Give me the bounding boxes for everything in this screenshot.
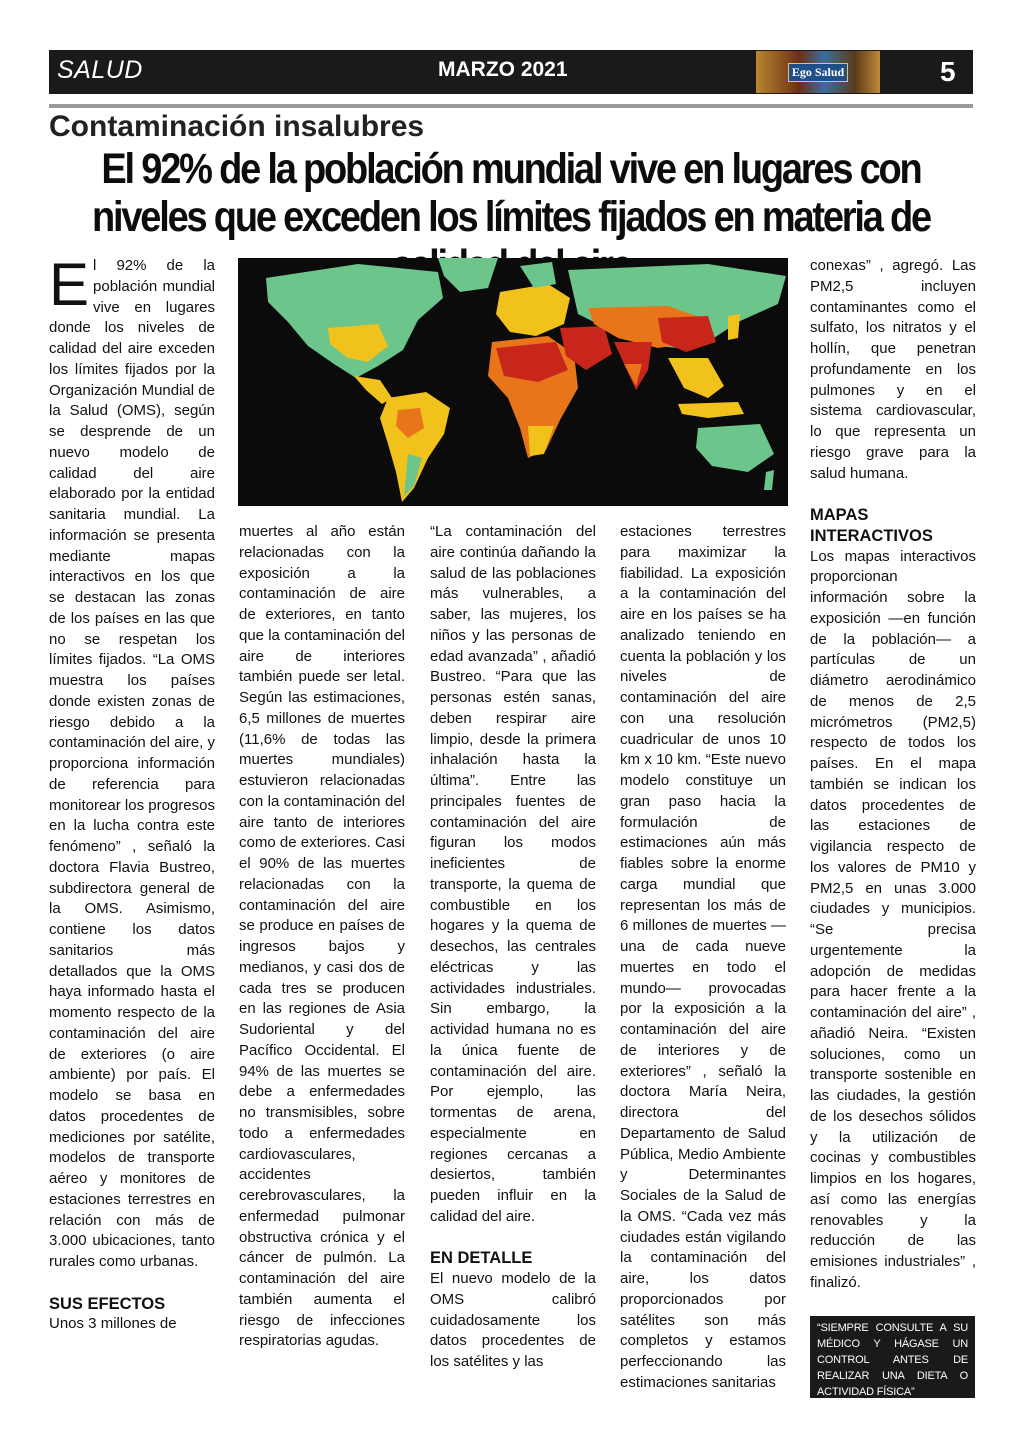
health-advice-box: “SIEMPRE CONSULTE A SU MÉDICO Y HÁGASE UN CONTROL ANTES DE REALIZAR UNA DIETA O ACTIVIDAD FÍSICA” bbox=[810, 1316, 975, 1398]
subhead-mapas-interactivos: MAPAS INTERACTIVOS bbox=[810, 506, 933, 545]
section-name: SALUD bbox=[57, 56, 143, 84]
pollution-world-map bbox=[238, 258, 788, 506]
article-column-1 bbox=[49, 251, 215, 1335]
article-column-3 bbox=[430, 522, 596, 1373]
page-number: 5 bbox=[940, 56, 956, 87]
article-kicker: Contaminación insalubres bbox=[49, 110, 425, 143]
lead-text: l 92% de la población mundial vive en lugares donde los niveles de calidad del aire exceden los límites fijados por la Organización Mundial de la Salud (OMS), según se desprende de un nuevo modelo de calidad del aire elaborado por la entidad sanitaria mundial. La información se presenta mediante mapas interactivos en los que se destacan las zonas de los países en las que no se respetan los límites fijados. “La OMS muestra los países donde existen zonas de riesgo debido a la contaminación del aire, y proporciona información de referencia para monitorear los progresos en la lucha contra este fenómeno” , señaló la doctora Flavia Bustreo, subdirectora general de la OMS. Asimismo, contiene los datos sanitarios más detallados que la OMS haya informado hasta el momento respecto de la contaminación del aire de exteriores (o aire ambiente) por país. El modelo se basa en datos procedentes de mediciones por satélite, modelos de transporte aéreo y monitores de estaciones terrestres en relación con más de 3.000 ubicaciones, tanto rurales como urbanas. bbox=[49, 257, 215, 1270]
paragraph: Los mapas interactivos proporcionan información sobre la exposición —en función de la población— a partículas de un diámetro aerodinámico de menos de 2,5 micrómetros (PM2,5) respecto de todos los países. En el mapa también se indican los datos procedentes de las estaciones de vigilancia respecto de los valores de PM10 y PM2,5 en unas 3.000 ciudades y municipios. “Se precisa urgentemente la adopción de medidas para hacer frente a la contaminación del aire” , añadió Neira. “Existen soluciones, como un transporte sostenible en las ciudades, la gestión de los desechos sólidos y la utilización de cocinas y combustibles limpios en los hogares, así como las energías renovables y la reducción de las emisiones industriales” , finalizó. bbox=[810, 547, 976, 1291]
drop-cap: E bbox=[49, 251, 90, 318]
paragraph: muertes al año están relacionadas con la exposición a la contaminación de aire de exteriores, en tanto que la contaminación del aire de interiores también puede ser letal. Según las estimaciones, 6,5 millones de muertes (11,6% de todas las muertes mundiales) estuvieron relacionadas con la contaminación del aire tanto de interiores como de exteriores. Casi el 90% de las muertes relacionadas con la contaminación del aire se produce en países de ingresos bajos y medianos, y casi dos de cada tres se producen en las regiones de Asia Sudoriental y del Pacífico Occidental. El 94% de las muertes se debe a enfermedades no transmisibles, sobre todo a enfermedades cardiovasculares, accidentes cerebrovasculares, la enfermedad pulmonar obstructiva crónica y el cáncer de pulmón. La contaminación del aire también aumenta el riesgo de infecciones respiratorias agudas. bbox=[239, 523, 405, 1350]
article-column-2 bbox=[239, 522, 405, 1352]
subhead-sus-efectos: SUS EFECTOS bbox=[49, 1294, 166, 1313]
article-headline: El 92% de la población mundial vive en lugares con niveles que exceden los límites fijados en materia de bbox=[91, 146, 930, 242]
paragraph: Unos 3 millones de bbox=[49, 1315, 177, 1333]
paragraph: estaciones terrestres para maximizar la fiabilidad. La exposición a la contaminación del aire en los países se ha analizado teniendo en cuenta la población y los niveles de contaminación del aire con una resolución cuadricular de unos 10 km x 10 km. “Este nuevo modelo constituye un gran paso hacia la formulación de estimaciones aún más fiables sobre la enorme carga mundial que representan los más de 6 millones de muertes —una de cada nueve muertes en todo el mundo— provocadas por la exposición a la contaminación del aire de interiores y de exteriores” , señaló la doctora María Neira, directora del Departamento de Salud Pública, Medio Ambiente y Determinantes Sociales de la Salud de la OMS. “Cada vez más ciudades están vigilando la contaminación del aire, los datos proporcionados por satélites son más completos y estamos perfeccionando las estimaciones sanitarias bbox=[620, 523, 786, 1391]
publication-logo bbox=[756, 51, 880, 93]
article-column-4 bbox=[620, 522, 786, 1394]
header-divider bbox=[49, 104, 973, 108]
subhead-en-detalle: EN DETALLE bbox=[430, 1249, 533, 1268]
paragraph: El nuevo modelo de la OMS calibró cuidadosamente los datos procedentes de los satélites y las bbox=[430, 1270, 596, 1370]
paragraph: “La contaminación del aire continúa dañando la salud de las poblaciones más vulnerables, a saber, las mujeres, los niños y las personas de edad avanzada” , añadió Bustreo. “Para que las personas estén sanas, deben respirar aire limpio, desde la primera inhalación hasta la última”. Entre las principales fuentes de contaminación del aire figuran los modos ineficientes de transporte, la quema de combustible en los hogares y la quema de desechos, las centrales eléctricas y las actividades industriales. Sin embargo, la actividad humana no es la única fuente de contaminación del aire. Por ejemplo, las tormentas de arena, especialmente en regiones cercanas a desiertos, también pueden influir en la calidad del aire. bbox=[430, 523, 596, 1225]
logo-text: Ego Salud bbox=[788, 63, 848, 82]
issue-date: MARZO 2021 bbox=[438, 58, 568, 81]
lead-paragraph bbox=[49, 251, 215, 1273]
article-column-5 bbox=[810, 256, 976, 1294]
paragraph: conexas” , agregó. Las PM2,5 incluyen contaminantes como el sulfato, los nitratos y el hollín, que penetran profundamente en los pulmones y en el sistema cardiovascular, lo que representa un riesgo grave para la salud humana. bbox=[810, 257, 976, 482]
world-map-graphic bbox=[238, 258, 788, 506]
